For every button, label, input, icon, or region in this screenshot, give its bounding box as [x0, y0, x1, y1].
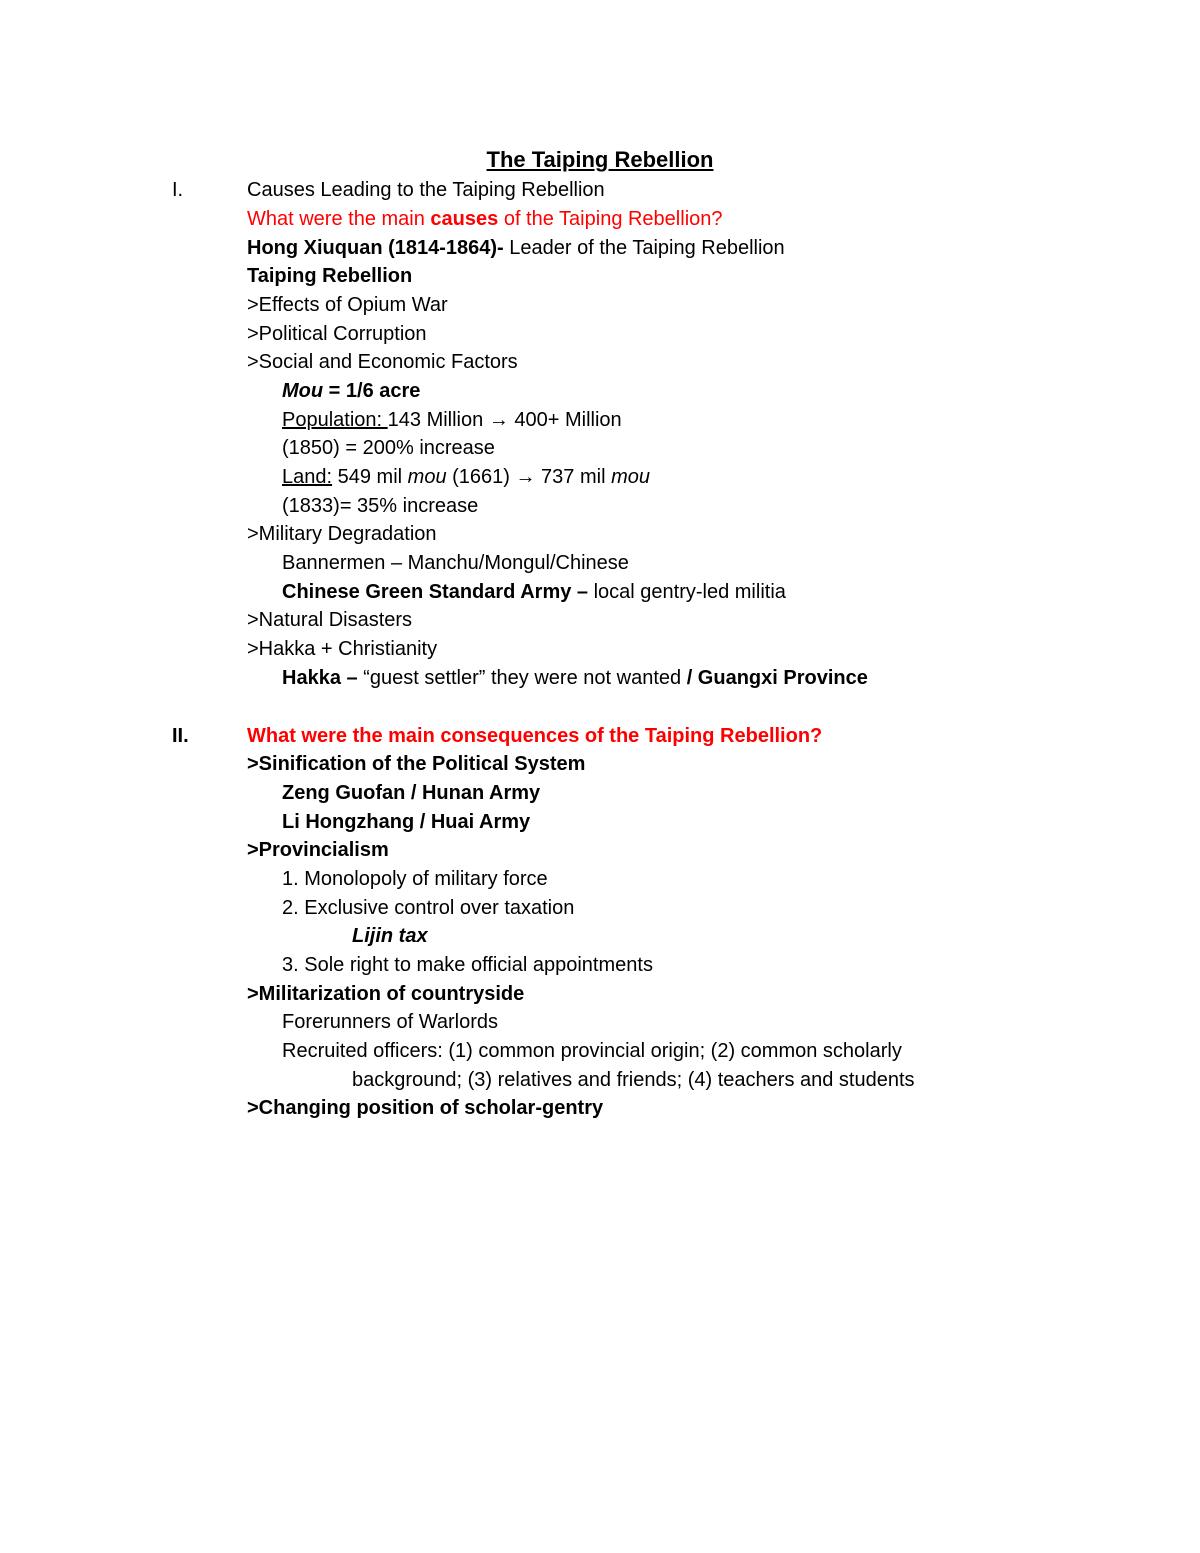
arrow-icon: → [488, 409, 509, 431]
population-line: Population: 143 Million → 400+ Million [282, 409, 622, 431]
section-1-numeral: I. [172, 179, 184, 201]
consequence-provincialism: >Provincialism [247, 839, 389, 861]
leader-name: Hong Xiuquan (1814-1864)- [247, 237, 504, 259]
cause-hakka-christianity: >Hakka + Christianity [247, 638, 438, 660]
green-standard-line: Chinese Green Standard Army – local gentry-led militia [282, 581, 786, 603]
section-1-question: What were the main causes of the Taiping Rebellion? [247, 208, 723, 230]
arrow-icon: → [515, 466, 536, 488]
section-2-numeral: II. [172, 725, 189, 747]
lijin-tax: Lijin tax [352, 925, 428, 947]
section-2-question: What were the main consequences of the Taiping Rebellion? [247, 725, 823, 747]
forerunners-line: Forerunners of Warlords [282, 1011, 498, 1033]
cause-social-economic: >Social and Economic Factors [247, 351, 518, 373]
cause-military: >Military Degradation [247, 523, 437, 545]
land-line: Land: 549 mil mou (1661) → 737 mil mou [282, 466, 650, 488]
leader-line: Hong Xiuquan (1814-1864)- Leader of the Taiping Rebellion [247, 237, 785, 259]
li-hongzhang-line: Li Hongzhang / Huai Army [282, 811, 531, 833]
consequence-scholar-gentry: >Changing position of scholar-gentry [247, 1097, 604, 1119]
document-title: The Taiping Rebellion [486, 147, 714, 172]
recruited-line-2: background; (3) relatives and friends; (4) teachers and students [352, 1069, 915, 1091]
population-increase: (1850) = 200% increase [282, 437, 495, 459]
hakka-line: Hakka – “guest settler” they were not wanted / Guangxi Province [282, 667, 868, 689]
land-increase: (1833)= 35% increase [282, 495, 479, 517]
recruited-line-1: Recruited officers: (1) common provincial origin; (2) common scholarly [282, 1040, 902, 1062]
provincialism-item-3: 3. Sole right to make official appointments [282, 954, 653, 976]
section-1-heading: Causes Leading to the Taiping Rebellion [247, 179, 605, 201]
cause-natural-disasters: >Natural Disasters [247, 609, 413, 631]
bannermen-line: Bannermen – Manchu/Mongul/Chinese [282, 552, 629, 574]
cause-political-corruption: >Political Corruption [247, 323, 427, 345]
taiping-subtitle: Taiping Rebellion [247, 265, 413, 287]
provincialism-item-1: 1. Monolopoly of military force [282, 868, 548, 890]
cause-opium-war: >Effects of Opium War [247, 294, 448, 316]
consequence-militarization: >Militarization of countryside [247, 983, 525, 1005]
consequence-sinification: >Sinification of the Political System [247, 753, 586, 775]
mou-definition: Mou = 1/6 acre [282, 380, 421, 402]
provincialism-item-2: 2. Exclusive control over taxation [282, 897, 575, 919]
zeng-guofan-line: Zeng Guofan / Hunan Army [282, 782, 541, 804]
